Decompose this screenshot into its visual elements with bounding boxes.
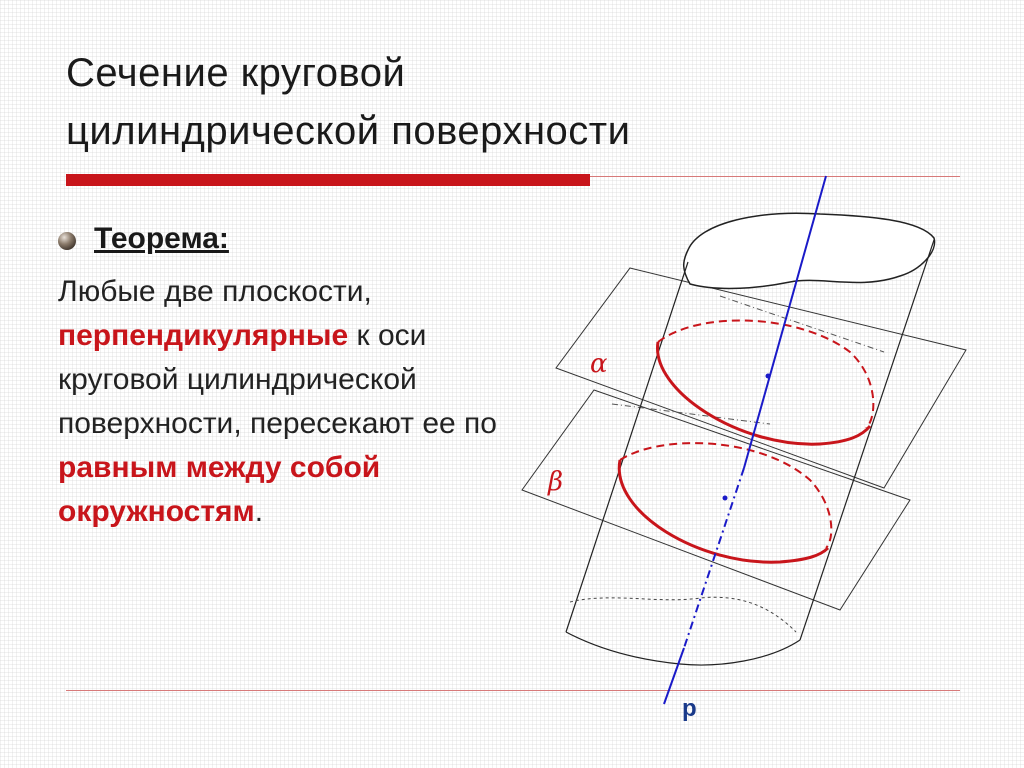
plane-alpha — [556, 268, 966, 488]
statement-emphasis-equal-circles: равным между собой окружностям — [58, 451, 381, 528]
cylinder-bottom-hidden-edge — [570, 597, 796, 632]
statement-part-1: Любые две плоскости, — [58, 275, 372, 308]
alpha-center-point — [766, 374, 771, 379]
plane-beta — [522, 390, 910, 610]
title-line-1: Сечение круговой — [66, 51, 406, 95]
cylinder-right-generator — [800, 240, 934, 640]
alpha-section-visible-arc — [658, 342, 870, 444]
statement-part-3: к оси круговой цилиндрической поверхности, пересекают ее по — [58, 319, 497, 440]
axis-visible-bottom — [664, 648, 684, 704]
alpha-section-hidden-arc — [658, 320, 873, 428]
theorem-heading: Теорема: — [94, 222, 229, 255]
beta-center-point — [723, 496, 728, 501]
plane-beta-label: β — [548, 467, 564, 497]
title-line-2: цилиндрической поверхности — [66, 109, 631, 153]
plane-alpha-label: α — [590, 349, 608, 379]
axis-label: p — [682, 695, 697, 722]
cylinder-top-cap — [684, 213, 935, 288]
beta-section-hidden-arc — [620, 443, 831, 548]
statement-period: . — [254, 495, 264, 528]
beta-section-visible-arc — [619, 460, 828, 562]
cylinder-left-generator — [566, 262, 688, 632]
statement-emphasis-perpendicular: перпендикулярные — [58, 319, 357, 352]
